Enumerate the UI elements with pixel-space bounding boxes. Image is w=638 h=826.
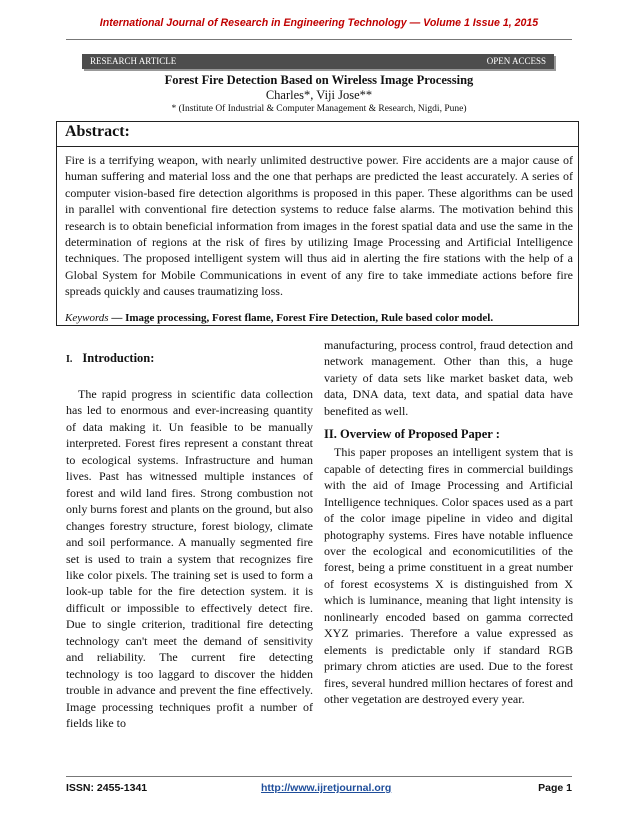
footer-issn: ISSN: 2455-1341 xyxy=(66,782,148,794)
paper-authors: Charles*, Viji Jose** xyxy=(265,88,373,102)
section-heading-introduction xyxy=(66,351,313,366)
section-number: I. xyxy=(66,354,73,365)
section-heading-overview xyxy=(324,427,573,442)
footer-page-number: Page 1 xyxy=(538,782,572,794)
section-title: Introduction: xyxy=(82,351,155,365)
section-number: II. xyxy=(324,427,337,442)
overview-text: This paper proposes an intelligent system that is capable of detecting fires in commercial buildings with the aid of Image Processing and Artificial Intelligence techniques. Color spaces used as a part of the color image pipeline in video and digital photography systems. Fires have notable influence over the ecological and economicutilities of the forest, being a prime constituent in a great number of forest ecosystems X is distinguished from X which is luminance, meaning that light intensity is nonlinearly encoded based on gamma corrected XYZ primaries. Therefore a value expressed as elements is predictable only if standard RGB primary chrom aticties are used. Due to the forest fires, several hundred million hectares of forest and other vegetation are destroyed every year. xyxy=(324,445,573,707)
introduction-continued-text: manufacturing, process control, fraud detection and network management. Other than this, a huge variety of data sets like market basket data, web data, DNA data, text data, and spatial data have benefited as well. xyxy=(324,338,573,418)
abstract-text: Fire is a terrifying weapon, with nearly unlimited destructive power. Fire accidents are a major cause of human suffering and material loss and the one that perhaps are predicted the least accurately. A series of computer vision-based fire detection algorithms is proposed in this paper. These algorithms can be used in parallel with conventional fire detection systems to reduce false alarms. The motivation behind this research is to obtain beneficial information from images in the forest spatial data and use the same in the determination of regions at the risk of fires by utilizing Image Processing and Artificial Intelligence techniques. The proposed intelligent system will thus aid in alerting the fire stations with the help of a Global System for Mobile Communications in event of any fire to take immediate actions before fire spreads quickly and causes traumatizing loss. xyxy=(65,153,573,299)
page-footer xyxy=(66,782,572,796)
journal-header: International Journal of Research in Engineering Technology — Volume 1 Issue 1, 2015 xyxy=(99,17,539,29)
keywords-separator: — xyxy=(111,312,123,324)
keywords-line xyxy=(65,312,573,325)
footer-rule xyxy=(66,776,572,777)
banner-article-type: RESEARCH ARTICLE xyxy=(90,56,177,66)
article-banner xyxy=(82,54,554,69)
abstract-divider xyxy=(56,146,579,147)
keywords-label: Keywords xyxy=(65,312,109,324)
footer-journal-link[interactable]: http://www.ijretjournal.org xyxy=(261,782,392,794)
paper-title: Forest Fire Detection Based on Wireless Image Processing xyxy=(164,73,474,87)
introduction-text: The rapid progress in scientific data collection has led to enormous and ever-increasing quantity of data making it. Un feasible to be manually interpreted. Forest fires represent a constant threat to ecological systems. Infrastructure and human lives. Past has witnessed multiple instances of forest and wild land fires. Strong combustion not only burns forest and plants on the ground, but also changes forestry structure, forest biology, climate and soil performance. A manually segmented fire set is used to train a system that recognizes fire like color pixels. The training set is used to form a look-up table for the fire detection system. it is difficult or impossible to effectively detect fire. Due to single criterion, traditional fire detecting technology can't meet the demand of sensitivity and reliability. The current fire detecting technology is too laggard to discover the hidden trouble in advance and prevent the fine effectively. Image processing techniques profit a number of fields like to xyxy=(66,387,313,731)
keywords-list: Image processing, Forest flame, Forest Fire Detection, Rule based color model. xyxy=(125,312,494,324)
abstract-heading: Abstract: xyxy=(65,123,130,140)
header-rule xyxy=(66,39,572,40)
right-column xyxy=(324,337,573,708)
section-title: Overview of Proposed Paper : xyxy=(339,427,500,442)
paper-affiliation: * (Institute Of Industrial & Computer Management & Research, Nigdi, Pune) xyxy=(171,104,467,114)
left-column xyxy=(66,343,313,732)
banner-access-type: OPEN ACCESS xyxy=(486,56,546,66)
